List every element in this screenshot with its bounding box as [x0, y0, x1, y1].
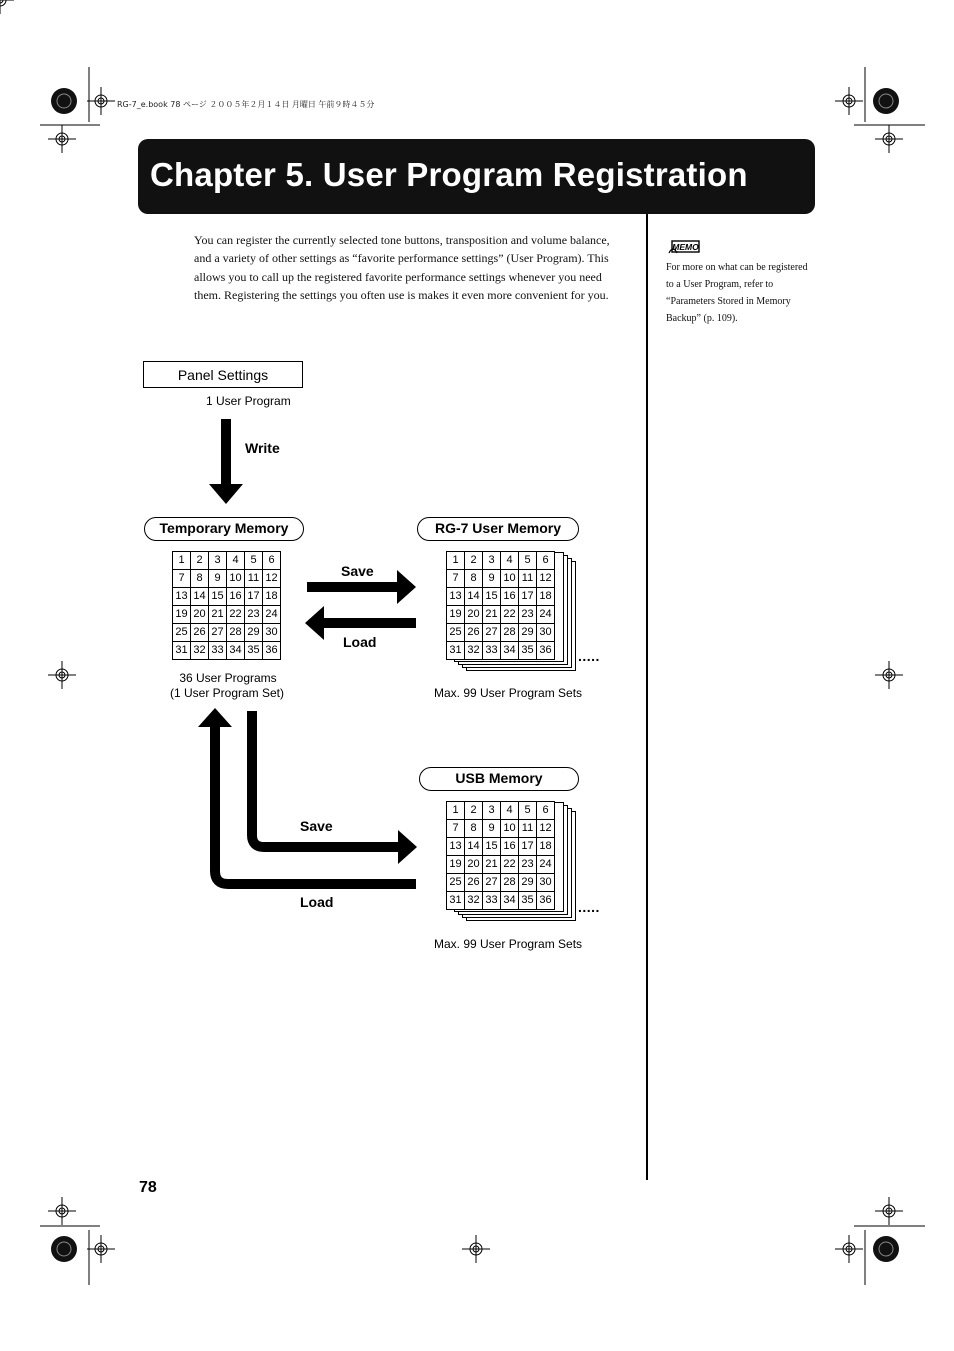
grid-cell: 16 [501, 588, 519, 606]
grid-cell: 6 [263, 552, 281, 570]
grid-row [447, 606, 555, 624]
grid-cell: 31 [173, 642, 191, 660]
grid-cell: 33 [483, 892, 501, 910]
load-label: Load [343, 634, 377, 650]
grid-cell: 18 [263, 588, 281, 606]
temporary-memory-label: Temporary Memory [144, 517, 304, 541]
grid-cell: 10 [501, 820, 519, 838]
grid-cell: 3 [483, 802, 501, 820]
temp-caption-line2: (1 User Program Set) [169, 686, 285, 700]
grid-cell: 11 [245, 570, 263, 588]
grid-cell: 22 [501, 606, 519, 624]
grid-cell: 8 [465, 820, 483, 838]
grid-cell: 23 [519, 606, 537, 624]
grid-cell: 33 [483, 642, 501, 660]
grid-cell: 5 [245, 552, 263, 570]
grid-cell: 32 [191, 642, 209, 660]
print-header: RG-7_e.book 78 ページ ２００５年２月１４日 月曜日 午前９時４５分 [117, 100, 375, 109]
grid-cell: 10 [501, 570, 519, 588]
grid-cell: 33 [209, 642, 227, 660]
grid-cell: 30 [537, 874, 555, 892]
grid-cell: 18 [537, 588, 555, 606]
chapter-title: Chapter 5. User Program Registration [150, 156, 748, 193]
grid-row [447, 874, 555, 892]
temporary-memory-grid [172, 551, 281, 660]
grid-cell: 19 [173, 606, 191, 624]
usb-save-label: Save [300, 818, 333, 834]
intro-paragraph: You can register the currently selected tone buttons, transposition and volume balance, and a variety of other settings as “favorite performance settings” (User Program). This allows you to call up the registered favorite performance settings whenever you need them. Registering the settings you often use is makes it even more convenient for you. [194, 233, 610, 302]
rg7-caption: Max. 99 User Program Sets [434, 686, 583, 700]
grid-cell: 4 [501, 802, 519, 820]
usb-load-arrow [198, 708, 416, 884]
grid-cell: 35 [519, 642, 537, 660]
grid-cell: 34 [227, 642, 245, 660]
rg7-ellipsis: ..... [578, 648, 600, 664]
grid-cell: 8 [191, 570, 209, 588]
grid-cell: 3 [483, 552, 501, 570]
grid-cell: 15 [483, 838, 501, 856]
grid-cell: 24 [537, 856, 555, 874]
grid-cell: 9 [209, 570, 227, 588]
grid-cell: 32 [465, 892, 483, 910]
usb-memory-grid [446, 801, 555, 910]
grid-row [447, 856, 555, 874]
grid-cell: 2 [465, 802, 483, 820]
grid-cell: 1 [447, 552, 465, 570]
grid-cell: 7 [173, 570, 191, 588]
grid-cell: 12 [537, 820, 555, 838]
grid-cell: 21 [483, 606, 501, 624]
grid-cell: 28 [227, 624, 245, 642]
rg7-user-memory-label: RG-7 User Memory [417, 517, 579, 541]
grid-cell: 13 [447, 838, 465, 856]
grid-row [173, 588, 281, 606]
grid-cell: 30 [263, 624, 281, 642]
rg7-user-memory-grid [446, 551, 555, 660]
grid-cell: 22 [501, 856, 519, 874]
grid-row [173, 606, 281, 624]
grid-cell: 21 [483, 856, 501, 874]
grid-cell: 36 [537, 642, 555, 660]
grid-row [447, 552, 555, 570]
grid-cell: 31 [447, 892, 465, 910]
memo-text: For more on what can be registered to a User Program, refer to “Parameters Stored in Memory Backup” (p. 109). [666, 262, 808, 324]
grid-cell: 25 [173, 624, 191, 642]
grid-cell: 17 [245, 588, 263, 606]
grid-cell: 9 [483, 820, 501, 838]
grid-row [447, 570, 555, 588]
grid-cell: 9 [483, 570, 501, 588]
grid-cell: 23 [245, 606, 263, 624]
grid-cell: 21 [209, 606, 227, 624]
grid-cell: 17 [519, 838, 537, 856]
grid-cell: 27 [209, 624, 227, 642]
grid-row [447, 820, 555, 838]
grid-cell: 26 [465, 624, 483, 642]
grid-cell: 5 [519, 552, 537, 570]
grid-cell: 4 [227, 552, 245, 570]
grid-cell: 10 [227, 570, 245, 588]
grid-row [173, 570, 281, 588]
grid-cell: 14 [465, 838, 483, 856]
grid-cell: 14 [465, 588, 483, 606]
grid-cell: 13 [173, 588, 191, 606]
grid-row [173, 642, 281, 660]
grid-cell: 26 [465, 874, 483, 892]
grid-cell: 14 [191, 588, 209, 606]
grid-cell: 24 [263, 606, 281, 624]
grid-cell: 4 [501, 552, 519, 570]
grid-cell: 1 [447, 802, 465, 820]
grid-cell: 16 [501, 838, 519, 856]
grid-cell: 20 [465, 856, 483, 874]
grid-cell: 18 [537, 838, 555, 856]
grid-cell: 28 [501, 874, 519, 892]
grid-cell: 24 [537, 606, 555, 624]
grid-cell: 19 [447, 856, 465, 874]
grid-cell: 22 [227, 606, 245, 624]
grid-cell: 19 [447, 606, 465, 624]
usb-ellipsis: ..... [578, 899, 600, 915]
grid-cell: 3 [209, 552, 227, 570]
memo-icon-label: MEMO [672, 242, 699, 252]
grid-row [173, 552, 281, 570]
grid-cell: 26 [191, 624, 209, 642]
grid-cell: 15 [483, 588, 501, 606]
usb-save-arrow [252, 711, 417, 864]
grid-cell: 11 [519, 820, 537, 838]
grid-cell: 36 [537, 892, 555, 910]
grid-cell: 25 [447, 624, 465, 642]
grid-row [447, 642, 555, 660]
grid-row [447, 892, 555, 910]
grid-cell: 35 [519, 892, 537, 910]
grid-cell: 7 [447, 820, 465, 838]
grid-cell: 36 [263, 642, 281, 660]
grid-row [447, 802, 555, 820]
grid-cell: 23 [519, 856, 537, 874]
write-label: Write [245, 440, 280, 456]
grid-cell: 5 [519, 802, 537, 820]
grid-cell: 30 [537, 624, 555, 642]
grid-cell: 13 [447, 588, 465, 606]
grid-cell: 34 [501, 892, 519, 910]
grid-cell: 35 [245, 642, 263, 660]
grid-row [447, 588, 555, 606]
grid-cell: 27 [483, 624, 501, 642]
page-number: 78 [139, 1179, 157, 1196]
panel-settings-box: Panel Settings [143, 361, 303, 388]
grid-cell: 12 [263, 570, 281, 588]
grid-cell: 6 [537, 802, 555, 820]
one-user-program-caption: 1 User Program [206, 394, 291, 408]
grid-cell: 16 [227, 588, 245, 606]
grid-cell: 15 [209, 588, 227, 606]
grid-cell: 20 [191, 606, 209, 624]
grid-cell: 7 [447, 570, 465, 588]
grid-cell: 2 [191, 552, 209, 570]
grid-cell: 20 [465, 606, 483, 624]
grid-cell: 17 [519, 588, 537, 606]
grid-cell: 29 [519, 874, 537, 892]
write-arrow [209, 419, 243, 504]
grid-cell: 28 [501, 624, 519, 642]
grid-cell: 25 [447, 874, 465, 892]
grid-cell: 29 [519, 624, 537, 642]
usb-memory-label: USB Memory [419, 767, 579, 791]
grid-row [173, 624, 281, 642]
grid-cell: 1 [173, 552, 191, 570]
temp-caption-line1: 36 User Programs [179, 671, 277, 685]
grid-row [447, 624, 555, 642]
grid-cell: 11 [519, 570, 537, 588]
usb-caption: Max. 99 User Program Sets [434, 937, 583, 951]
grid-row [447, 838, 555, 856]
grid-cell: 27 [483, 874, 501, 892]
grid-cell: 2 [465, 552, 483, 570]
grid-cell: 6 [537, 552, 555, 570]
usb-load-label: Load [300, 894, 334, 910]
grid-cell: 32 [465, 642, 483, 660]
grid-cell: 34 [501, 642, 519, 660]
grid-cell: 12 [537, 570, 555, 588]
grid-cell: 31 [447, 642, 465, 660]
grid-cell: 29 [245, 624, 263, 642]
save-label: Save [341, 563, 374, 579]
grid-cell: 8 [465, 570, 483, 588]
